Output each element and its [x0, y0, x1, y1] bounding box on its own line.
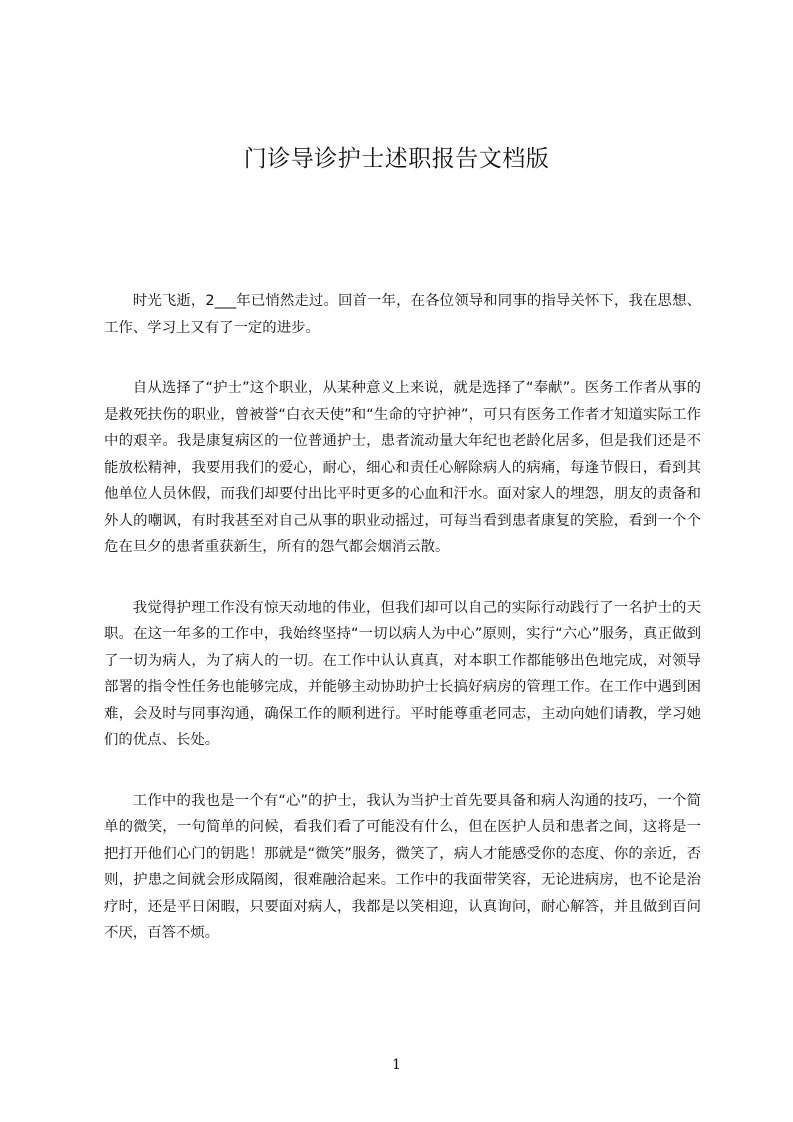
paragraph-smile-service: 工作中的我也是一个有“心”的护士，我认为当护士首先要具备和病人沟通的技巧，一个简单的微笑，一句简单的问候，看我们看了可能没有什么，但在医护人员和患者之间，这将是一把打开他们心门的钥匙！那就是“微笑”服务，微笑了，病人才能感受你的态度、你的亲近，否则，护患之间就会形成隔阂，很难融洽起来。工作中的我面带笑容，无论进病房，也不论是治疗时，还是平日闲暇，只要面对病人，我都是以笑相迎，认真询问，耐心解答，并且做到百问不厌，百答不烦。: [104, 792, 701, 941]
document-body: [104, 288, 701, 981]
page-number: 1: [392, 1057, 401, 1073]
paragraph-work-duties: 我觉得护理工作没有惊天动地的伟业，但我们却可以自己的实际行动践行了一名护士的天职。在这一年多的工作中，我始终坚持“一切以病人为中心”原则，实行“六心”服务，真正做到了一切为病人，为了病人的一切。在工作中认认真真，对本职工作都能够出色地完成，对领导部署的指令性任务也能够完成，并能够主动协助护士长搞好病房的管理工作。在工作中遇到困难，会及时与同事沟通，确保工作的顺利进行。平时能尊重老同志，主动向她们请教，学习她们的优点、长处。: [104, 599, 701, 748]
paragraph-intro: 时光飞逝，2___年已悄然走过。回首一年，在各位领导和同事的指导关怀下，我在思想、工作、学习上又有了一定的进步。: [104, 293, 701, 336]
paragraph-dedication: 自从选择了“护士”这个职业，从某种意义上来说，就是选择了“奉献”。医务工作者从事的是救死扶伤的职业，曾被誉“白衣天使”和“生命的守护神”，可只有医务工作者才知道实际工作中的艰辛。我是康复病区的一位普通护士，患者流动量大年纪也老龄化居多，但是我们还是不能放松精神，我要用我们的爱心，耐心，细心和责任心解除病人的病痛，每逢节假日，看到其他单位人员休假，而我们却要付出比平时更多的心血和汗水。面对家人的埋怨，朋友的责备和外人的嘲讽，有时我甚至对自己从事的职业动摇过，可每当看到患者康复的笑脸，看到一个个危在旦夕的患者重获新生，所有的怨气都会烟消云散。: [104, 380, 701, 555]
document-title: 门诊导诊护士述职报告文档版: [243, 146, 550, 172]
